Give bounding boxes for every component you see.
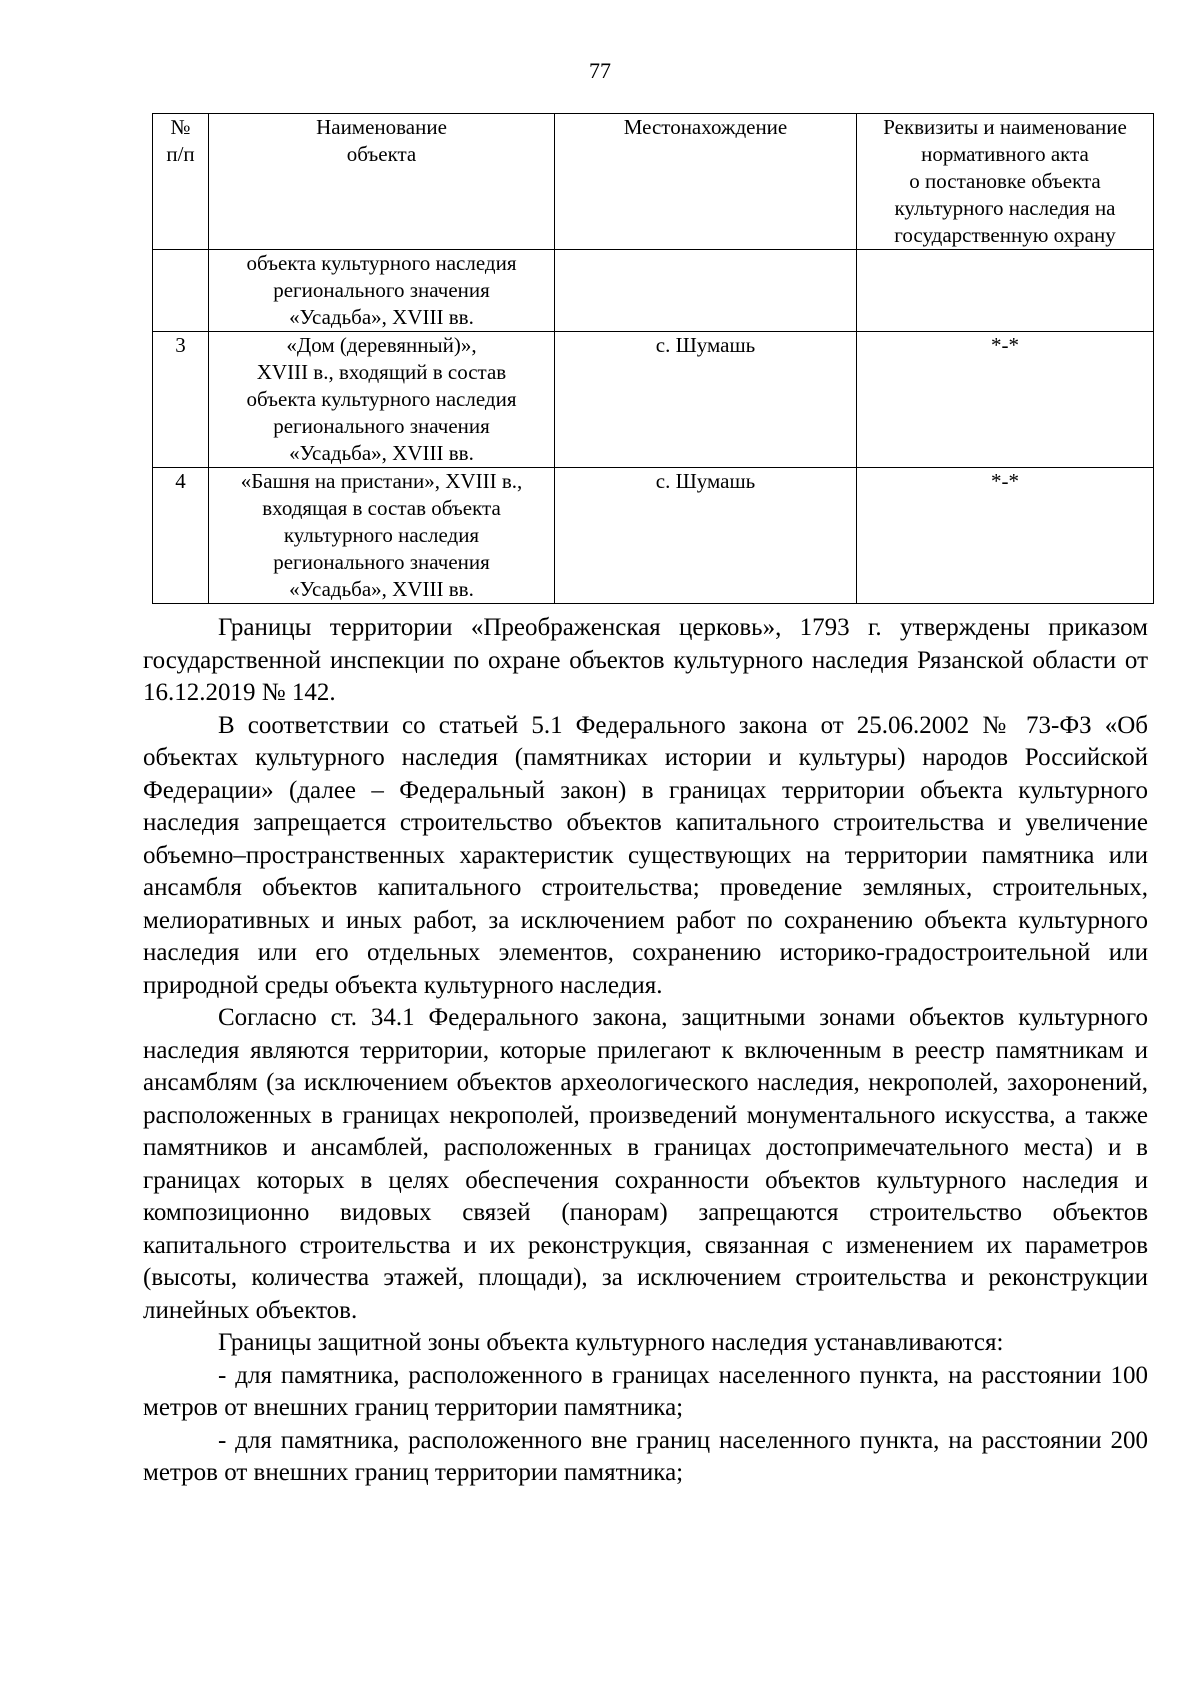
list-item-outside-settlement: - для памятника, расположенного вне границ населенного пункта, на расстоянии 200 метров от внешних границ территории памятника; <box>143 1426 1148 1486</box>
list-item-within-settlement: - для памятника, расположенного в границах населенного пункта, на расстоянии 100 метров от внешних границ территории памятника; <box>143 1361 1148 1421</box>
cell-location: с. Шумашь <box>555 332 857 468</box>
table-row <box>153 250 1154 332</box>
document-body <box>143 612 1148 1490</box>
paragraph-territory-boundaries: Границы территории «Преображенская церковь», 1793 г. утверждены приказом государственной инспекции по охране объектов культурного наследия Рязанской области от 16.12.2019 № 142. <box>143 614 1148 706</box>
cell-requisites: *-* <box>857 332 1154 468</box>
paragraph-protective-zones: Согласно ст. 34.1 Федерального закона, защитными зонами объектов культурного наследия являются территории, которые прилегают к включенным в реестр памятникам и ансамблям (за исключением объектов археологического наследия, некрополей, захоронений, расположенных в границах некрополей, произведений монументального искусства, а также памятников и ансамблей, расположенных в границах достопримечательного места) и в границах которых в целях обеспечения сохранности объектов культурного наследия и композиционно видовых связей (панорам) запрещаются строительство объектов капитального строительства и их реконструкция, связанная с изменением их параметров (высоты, количества этажей, площади), за исключением строительства и реконструкции линейных объектов. <box>143 1004 1148 1324</box>
header-requisites: Реквизиты и наименование нормативного акта о постановке объекта культурного наследия на государственную охрану <box>857 114 1154 250</box>
cell-object-name: «Башня на пристани», XVIII в., входящая в состав объекта культурного наследия регионального значения «Усадьба», XVIII вв. <box>209 468 555 604</box>
cell-number: 3 <box>153 332 209 468</box>
table-header-row <box>153 114 1154 250</box>
cell-object-name: объекта культурного наследия регионального значения «Усадьба», XVIII вв. <box>209 250 555 332</box>
table-row <box>153 332 1154 468</box>
header-location: Местонахождение <box>555 114 857 250</box>
header-object-name: Наименование объекта <box>209 114 555 250</box>
cell-number: 4 <box>153 468 209 604</box>
page-number: 77 <box>589 58 611 83</box>
cell-object-name: «Дом (деревянный)», XVIII в., входящий в состав объекта культурного наследия регионального значения «Усадьба», XVIII вв. <box>209 332 555 468</box>
cell-requisites: *-* <box>857 468 1154 604</box>
table-row <box>153 468 1154 604</box>
cell-location <box>555 250 857 332</box>
heritage-objects-table <box>152 113 1154 604</box>
cell-number <box>153 250 209 332</box>
paragraph-zone-boundaries-intro: Границы защитной зоны объекта культурного наследия устанавливаются: <box>218 1329 1004 1356</box>
header-number: № п/п <box>153 114 209 250</box>
cell-requisites <box>857 250 1154 332</box>
paragraph-federal-law-article-5-1: В соответствии со статьей 5.1 Федерального закона от 25.06.2002 № 73-ФЗ «Об объектах культурного наследия (памятниках истории и культуры) народов Российской Федерации» (далее – Федеральный закон) в границах территории объекта культурного наследия запрещается строительство объектов капитального строительства и увеличение объемно–пространственных характеристик существующих на территории памятника или ансамбля объектов капитального строительства; проведение земляных, строительных, мелиоративных и иных работ, за исключением работ по сохранению объекта культурного наследия или его отдельных элементов, сохранению историко-градостроительной или природной среды объекта культурного наследия. <box>143 711 1148 999</box>
cell-location: с. Шумашь <box>555 468 857 604</box>
